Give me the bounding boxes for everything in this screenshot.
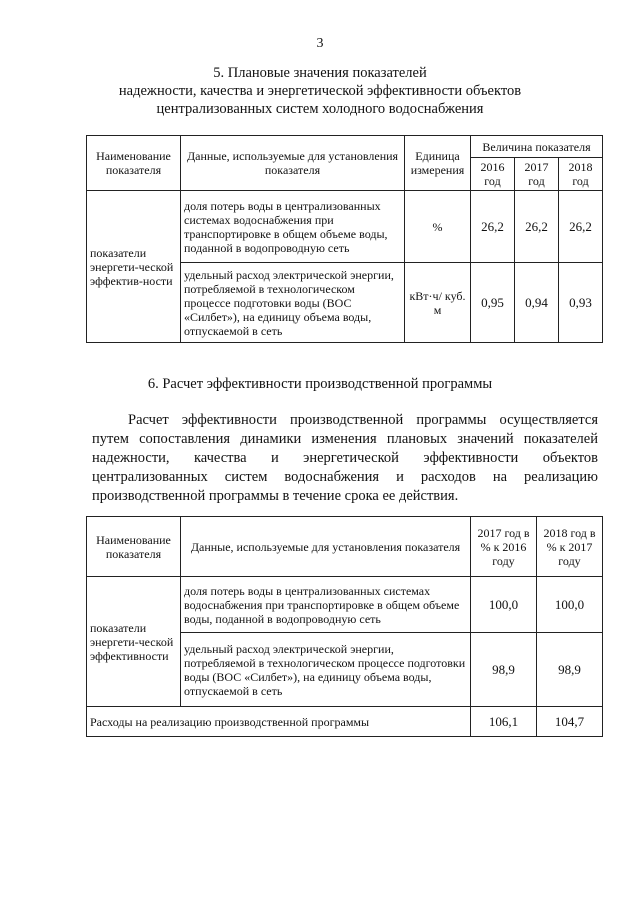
section5-title-line: централизованных систем холодного водоснабжения (156, 101, 484, 117)
header-value: Величина показателя (471, 136, 603, 158)
table-row (87, 707, 603, 737)
header-indicator-name: Наименование показателя (87, 136, 181, 191)
value-cell: 98,9 (471, 633, 537, 707)
unit-cell: % (405, 191, 471, 263)
header-2017-percent: 2017 год в % к 2016 году (471, 517, 537, 577)
header-year-2017: 2017 год (515, 158, 559, 191)
paragraph-line: путем сопоставления динамики изменения плановых значений показателей (92, 431, 598, 447)
table-row (87, 191, 603, 263)
efficiency-table (86, 516, 603, 737)
indicator-cell: показатели энергети-ческой эффективности (87, 577, 181, 707)
header-unit: Единица измерения (405, 136, 471, 191)
indicator-cell: показатели энергети-ческой эффектив-ности (87, 191, 181, 343)
value-cell: 100,0 (537, 577, 603, 633)
value-cell: 26,2 (471, 191, 515, 263)
header-year-2016: 2016 год (471, 158, 515, 191)
section6-paragraph (92, 411, 598, 506)
header-data-used: Данные, используемые для установления показателя (181, 136, 405, 191)
header-indicator-name: Наименование показателя (87, 517, 181, 577)
paragraph-line: производственной программы в течение срока ее действия. (92, 488, 459, 504)
planned-values-table (86, 135, 603, 343)
value-cell: 0,95 (471, 263, 515, 343)
header-year-2018: 2018 год (559, 158, 603, 191)
section5-title (0, 64, 640, 118)
value-cell: 26,2 (515, 191, 559, 263)
section5-title-line: надежности, качества и энергетической эффективности объектов (118, 83, 522, 99)
paragraph-line: Расчет эффективности производственной программы осуществляется (128, 412, 598, 428)
section5-title-line: 5. Плановые значения показателей (213, 65, 427, 81)
data-cell: удельный расход электрической энергии, потребляемой в технологическом процессе подготовки воды (ВОС «Силбет»), на единицу объема воды, отпускаемой в сеть (181, 263, 405, 343)
section6-title: 6. Расчет эффективности производственной программы (147, 376, 493, 392)
unit-cell: кВт·ч/ куб. м (405, 263, 471, 343)
page-number: 3 (316, 36, 324, 51)
paragraph-line: централизованных систем водоснабжения и расходов на реализацию (92, 469, 598, 485)
header-data-used: Данные, используемые для установления показателя (181, 517, 471, 577)
data-cell: удельный расход электрической энергии, потребляемой в технологическом процессе подготовки воды (ВОС «Силбет»), на единицу объема воды, отпускаемой в сеть (181, 633, 471, 707)
paragraph-line: надежности, качества и энергетической эффективности объектов (92, 450, 598, 466)
header-2018-percent: 2018 год в % к 2017 году (537, 517, 603, 577)
expenses-label: Расходы на реализацию производственной программы (87, 707, 471, 737)
table-row (87, 577, 603, 633)
data-cell: доля потерь воды в централизованных системах водоснабжения при транспортировке в общем объеме воды, поданной в водопроводную сеть (181, 191, 405, 263)
value-cell: 0,94 (515, 263, 559, 343)
value-cell: 0,93 (559, 263, 603, 343)
value-cell: 100,0 (471, 577, 537, 633)
data-cell: доля потерь воды в централизованных системах водоснабжения при транспортировке в общем объеме воды, поданной в водопроводную сеть (181, 577, 471, 633)
value-cell: 98,9 (537, 633, 603, 707)
value-cell: 104,7 (537, 707, 603, 737)
value-cell: 106,1 (471, 707, 537, 737)
value-cell: 26,2 (559, 191, 603, 263)
